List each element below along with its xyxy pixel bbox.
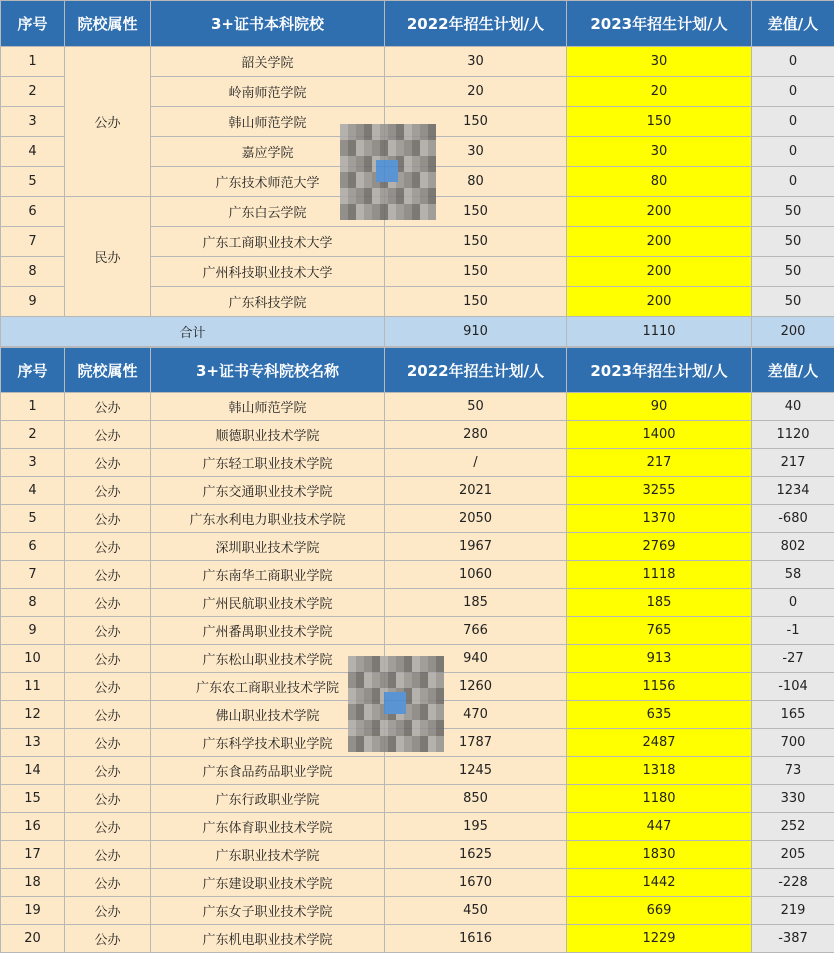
school-attribute: 公办 <box>65 645 151 673</box>
plan-2023: 3255 <box>567 477 752 505</box>
school-attribute: 公办 <box>65 785 151 813</box>
school-name: 嘉应学院 <box>151 137 385 167</box>
plan-diff: 50 <box>752 287 834 317</box>
school-attribute: 公办 <box>65 505 151 533</box>
school-name: 广东交通职业技术学院 <box>151 477 385 505</box>
table-row <box>1 785 834 813</box>
plan-2022: 150 <box>385 287 567 317</box>
school-attribute: 公办 <box>65 869 151 897</box>
header-school: 3+证书本科院校 <box>151 1 385 47</box>
plan-diff: -104 <box>752 673 834 701</box>
plan-2022: 150 <box>385 197 567 227</box>
plan-2022: 1245 <box>385 757 567 785</box>
school-attribute: 公办 <box>65 925 151 953</box>
plan-2023: 20 <box>567 77 752 107</box>
row-number: 7 <box>1 227 65 257</box>
plan-2022: 20 <box>385 77 567 107</box>
school-name: 广东科技学院 <box>151 287 385 317</box>
school-name: 广州民航职业技术学院 <box>151 589 385 617</box>
row-number: 11 <box>1 673 65 701</box>
plan-2023: 200 <box>567 257 752 287</box>
school-attribute: 公办 <box>65 589 151 617</box>
row-number: 1 <box>1 393 65 421</box>
plan-diff: -387 <box>752 925 834 953</box>
school-name: 韶关学院 <box>151 47 385 77</box>
school-name: 广州番禺职业技术学院 <box>151 617 385 645</box>
school-name: 韩山师范学院 <box>151 393 385 421</box>
plan-2022: 2050 <box>385 505 567 533</box>
table-row <box>1 617 834 645</box>
plan-2023: 217 <box>567 449 752 477</box>
plan-2022: 1625 <box>385 841 567 869</box>
table-row <box>1 589 834 617</box>
plan-2022: 1060 <box>385 561 567 589</box>
plan-2022: 470 <box>385 701 567 729</box>
row-number: 10 <box>1 645 65 673</box>
row-number: 16 <box>1 813 65 841</box>
total-label: 合计 <box>1 317 385 347</box>
plan-diff: 700 <box>752 729 834 757</box>
plan-2022: 150 <box>385 107 567 137</box>
school-attribute: 民办 <box>65 197 151 317</box>
school-attribute: 公办 <box>65 729 151 757</box>
plan-diff: 0 <box>752 589 834 617</box>
school-attribute: 公办 <box>65 449 151 477</box>
plan-2023: 30 <box>567 137 752 167</box>
plan-diff: 58 <box>752 561 834 589</box>
plan-diff: 252 <box>752 813 834 841</box>
school-name: 佛山职业技术学院 <box>151 701 385 729</box>
table-row <box>1 421 834 449</box>
row-number: 2 <box>1 77 65 107</box>
plan-2022: 1787 <box>385 729 567 757</box>
plan-2022: 150 <box>385 257 567 287</box>
plan-2023: 2769 <box>567 533 752 561</box>
school-name: 广州科技职业技术大学 <box>151 257 385 287</box>
plan-2022: 940 <box>385 645 567 673</box>
plan-2023: 447 <box>567 813 752 841</box>
plan-2022: 1260 <box>385 673 567 701</box>
header-no: 序号 <box>1 1 65 47</box>
plan-diff: 40 <box>752 393 834 421</box>
school-attribute: 公办 <box>65 477 151 505</box>
table-row <box>1 925 834 953</box>
row-number: 12 <box>1 701 65 729</box>
row-number: 14 <box>1 757 65 785</box>
plan-diff: 0 <box>752 77 834 107</box>
row-number: 3 <box>1 107 65 137</box>
header-diff: 差值/人 <box>752 348 834 393</box>
plan-diff: 0 <box>752 137 834 167</box>
table-row <box>1 47 834 77</box>
school-attribute: 公办 <box>65 421 151 449</box>
plan-2023: 150 <box>567 107 752 137</box>
plan-2023: 1180 <box>567 785 752 813</box>
school-name: 广东轻工职业技术学院 <box>151 449 385 477</box>
plan-2023: 1400 <box>567 421 752 449</box>
plan-2023: 765 <box>567 617 752 645</box>
header-diff: 差值/人 <box>752 1 834 47</box>
school-name: 广东工商职业技术大学 <box>151 227 385 257</box>
plan-diff: 0 <box>752 47 834 77</box>
plan-2023: 913 <box>567 645 752 673</box>
table-row <box>1 813 834 841</box>
plan-2023: 30 <box>567 47 752 77</box>
bachelor-header-row <box>1 1 834 47</box>
table-row <box>1 869 834 897</box>
school-attribute: 公办 <box>65 393 151 421</box>
plan-2022: 185 <box>385 589 567 617</box>
plan-2022: 80 <box>385 167 567 197</box>
school-name: 广东体育职业技术学院 <box>151 813 385 841</box>
row-number: 9 <box>1 287 65 317</box>
header-2023: 2023年招生计划/人 <box>567 1 752 47</box>
header-attr: 院校属性 <box>65 1 151 47</box>
plan-diff: -1 <box>752 617 834 645</box>
plan-2023: 1118 <box>567 561 752 589</box>
row-number: 4 <box>1 137 65 167</box>
plan-diff: 165 <box>752 701 834 729</box>
school-attribute: 公办 <box>65 673 151 701</box>
plan-diff: 0 <box>752 107 834 137</box>
school-name: 广东松山职业技术学院 <box>151 645 385 673</box>
header-attr: 院校属性 <box>65 348 151 393</box>
row-number: 13 <box>1 729 65 757</box>
plan-diff: -228 <box>752 869 834 897</box>
school-attribute: 公办 <box>65 47 151 197</box>
total-2023: 1110 <box>567 317 752 347</box>
plan-2022: 1967 <box>385 533 567 561</box>
school-name: 韩山师范学院 <box>151 107 385 137</box>
plan-diff: 330 <box>752 785 834 813</box>
school-attribute: 公办 <box>65 617 151 645</box>
row-number: 5 <box>1 167 65 197</box>
plan-2023: 200 <box>567 227 752 257</box>
plan-diff: 219 <box>752 897 834 925</box>
total-diff: 200 <box>752 317 834 347</box>
table-row <box>1 897 834 925</box>
plan-2022: 195 <box>385 813 567 841</box>
college-table <box>0 347 834 953</box>
row-number: 6 <box>1 533 65 561</box>
school-name: 广东白云学院 <box>151 197 385 227</box>
school-attribute: 公办 <box>65 561 151 589</box>
school-name: 广东职业技术学院 <box>151 841 385 869</box>
school-name: 岭南师范学院 <box>151 77 385 107</box>
row-number: 7 <box>1 561 65 589</box>
row-number: 6 <box>1 197 65 227</box>
plan-diff: 73 <box>752 757 834 785</box>
row-number: 8 <box>1 589 65 617</box>
plan-2022: 30 <box>385 47 567 77</box>
school-name: 广东行政职业学院 <box>151 785 385 813</box>
table-row <box>1 561 834 589</box>
school-name: 深圳职业技术学院 <box>151 533 385 561</box>
plan-2023: 1370 <box>567 505 752 533</box>
plan-2023: 185 <box>567 589 752 617</box>
table-row <box>1 757 834 785</box>
plan-diff: 205 <box>752 841 834 869</box>
plan-2022: 280 <box>385 421 567 449</box>
plan-2023: 1318 <box>567 757 752 785</box>
plan-2023: 200 <box>567 287 752 317</box>
school-name: 广东技术师范大学 <box>151 167 385 197</box>
plan-diff: 802 <box>752 533 834 561</box>
row-number: 18 <box>1 869 65 897</box>
plan-2022: 50 <box>385 393 567 421</box>
row-number: 2 <box>1 421 65 449</box>
row-number: 1 <box>1 47 65 77</box>
school-attribute: 公办 <box>65 757 151 785</box>
header-school: 3+证书专科院校名称 <box>151 348 385 393</box>
plan-2023: 2487 <box>567 729 752 757</box>
plan-2022: 450 <box>385 897 567 925</box>
school-attribute: 公办 <box>65 897 151 925</box>
row-number: 5 <box>1 505 65 533</box>
total-row <box>1 317 834 347</box>
plan-2022: 1616 <box>385 925 567 953</box>
plan-diff: 50 <box>752 257 834 287</box>
school-attribute: 公办 <box>65 701 151 729</box>
mosaic-watermark <box>340 124 436 220</box>
table-row <box>1 841 834 869</box>
school-attribute: 公办 <box>65 533 151 561</box>
total-2022: 910 <box>385 317 567 347</box>
school-attribute: 公办 <box>65 841 151 869</box>
plan-2023: 669 <box>567 897 752 925</box>
plan-2023: 1156 <box>567 673 752 701</box>
table-row <box>1 393 834 421</box>
row-number: 9 <box>1 617 65 645</box>
row-number: 19 <box>1 897 65 925</box>
plan-diff: 1120 <box>752 421 834 449</box>
plan-2022: 850 <box>385 785 567 813</box>
school-attribute: 公办 <box>65 813 151 841</box>
plan-diff: 1234 <box>752 477 834 505</box>
mosaic-watermark <box>348 656 444 752</box>
plan-2023: 635 <box>567 701 752 729</box>
plan-diff: 50 <box>752 197 834 227</box>
plan-2022: 2021 <box>385 477 567 505</box>
school-name: 广东南华工商职业学院 <box>151 561 385 589</box>
plan-2023: 1830 <box>567 841 752 869</box>
row-number: 17 <box>1 841 65 869</box>
table-row <box>1 533 834 561</box>
header-2022: 2022年招生计划/人 <box>385 1 567 47</box>
table-row <box>1 477 834 505</box>
college-header-row <box>1 348 834 393</box>
plan-diff: 50 <box>752 227 834 257</box>
row-number: 8 <box>1 257 65 287</box>
header-2022: 2022年招生计划/人 <box>385 348 567 393</box>
table-row <box>1 505 834 533</box>
school-name: 广东食品药品职业学院 <box>151 757 385 785</box>
school-name: 广东女子职业技术学院 <box>151 897 385 925</box>
table-row <box>1 449 834 477</box>
school-name: 顺德职业技术学院 <box>151 421 385 449</box>
row-number: 3 <box>1 449 65 477</box>
plan-diff: -27 <box>752 645 834 673</box>
school-name: 广东机电职业技术学院 <box>151 925 385 953</box>
plan-2022: 150 <box>385 227 567 257</box>
plan-2023: 200 <box>567 197 752 227</box>
row-number: 15 <box>1 785 65 813</box>
plan-2023: 1442 <box>567 869 752 897</box>
plan-2023: 1229 <box>567 925 752 953</box>
plan-2022: / <box>385 449 567 477</box>
plan-diff: 0 <box>752 167 834 197</box>
school-name: 广东科学技术职业学院 <box>151 729 385 757</box>
header-2023: 2023年招生计划/人 <box>567 348 752 393</box>
plan-2023: 90 <box>567 393 752 421</box>
plan-2022: 30 <box>385 137 567 167</box>
row-number: 20 <box>1 925 65 953</box>
school-name: 广东建设职业技术学院 <box>151 869 385 897</box>
plan-2023: 80 <box>567 167 752 197</box>
plan-2022: 766 <box>385 617 567 645</box>
plan-diff: -680 <box>752 505 834 533</box>
plan-diff: 217 <box>752 449 834 477</box>
row-number: 4 <box>1 477 65 505</box>
header-no: 序号 <box>1 348 65 393</box>
school-name: 广东水利电力职业技术学院 <box>151 505 385 533</box>
plan-2022: 1670 <box>385 869 567 897</box>
school-name: 广东农工商职业技术学院 <box>151 673 385 701</box>
